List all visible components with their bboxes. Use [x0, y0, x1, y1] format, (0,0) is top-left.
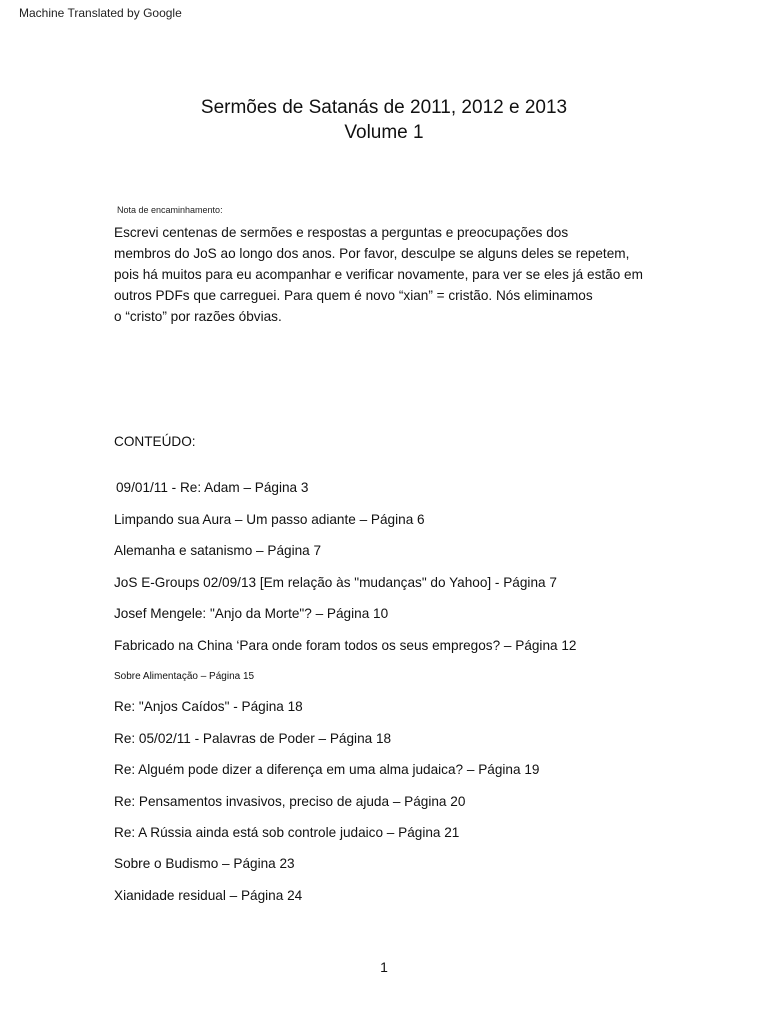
paragraph-line: pois há muitos para eu acompanhar e verificar novamente, para ver se eles já estão em [114, 267, 643, 282]
toc-item: 09/01/11 - Re: Adam – Página 3 [116, 480, 309, 495]
toc-item: Xianidade residual – Página 24 [114, 888, 303, 903]
forward-note-label: Nota de encaminhamento: [117, 205, 223, 215]
toc-item: Re: 05/02/11 - Palavras de Poder – Página 18 [114, 731, 392, 746]
toc-item: Sobre o Budismo – Página 23 [114, 856, 295, 871]
toc-item: Limpando sua Aura – Um passo adiante – Página 6 [114, 512, 425, 527]
paragraph-line: membros do JoS ao longo dos anos. Por favor, desculpe se alguns deles se repetem, [114, 246, 630, 261]
paragraph-line: o “cristo” por razões óbvias. [114, 309, 282, 324]
paragraph-line: Escrevi centenas de sermões e respostas a perguntas e preocupações dos [114, 225, 569, 240]
contents-heading: CONTEÚDO: [114, 434, 196, 449]
toc-item: Alemanha e satanismo – Página 7 [114, 543, 322, 558]
toc-item: Re: Alguém pode dizer a diferença em uma alma judaica? – Página 19 [114, 762, 540, 777]
toc-item: Sobre Alimentação – Página 15 [114, 671, 255, 682]
document-volume: Volume 1 [344, 122, 424, 143]
toc-item: Fabricado na China ‘Para onde foram todos os seus empregos? – Página 12 [114, 638, 577, 653]
paragraph-line: outros PDFs que carreguei. Para quem é novo “xian” = cristão. Nós eliminamos [114, 288, 593, 303]
toc-item: JoS E-Groups 02/09/13 [Em relação às "mudanças" do Yahoo] - Página 7 [114, 575, 557, 590]
forward-note-paragraph [114, 222, 654, 327]
page-number: 1 [380, 959, 388, 975]
machine-translation-note: Machine Translated by Google [19, 6, 182, 20]
toc-item: Josef Mengele: "Anjo da Morte"? – Página 10 [114, 606, 389, 621]
toc-item: Re: A Rússia ainda está sob controle judaico – Página 21 [114, 825, 460, 840]
toc-item: Re: Pensamentos invasivos, preciso de ajuda – Página 20 [114, 794, 466, 809]
toc-item: Re: "Anjos Caídos" - Página 18 [114, 699, 303, 714]
document-title: Sermões de Satanás de 2011, 2012 e 2013 [200, 97, 568, 118]
